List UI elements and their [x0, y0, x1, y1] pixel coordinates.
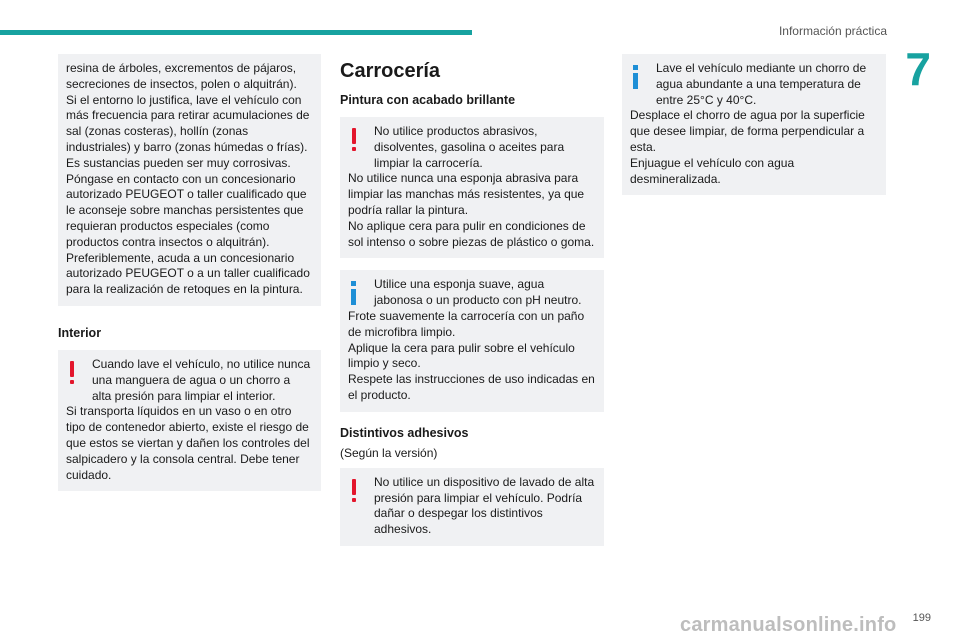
stickers-heading: Distintivos adhesivos [340, 425, 469, 440]
paragraph: Aplique la cera para pulir sobre el vehículo limpio y seco. [348, 340, 575, 371]
paragraph: Respete las instrucciones de uso indicadas en el producto. [348, 372, 595, 402]
header-accent-bar [0, 30, 472, 35]
chapter-number: 7 [905, 43, 931, 95]
warning-icon [68, 361, 76, 385]
warning-lead: No utilice un dispositivo de lavado de alta presión para limpiar el vehículo. Podría dañar o despegar los distintivos adhesivos. [374, 474, 595, 537]
page-title: Carrocería [340, 60, 441, 82]
paragraph: No aplique cera para pulir en condiciones de sol intenso o sobre piezas de plástico o goma. [348, 218, 595, 249]
paragraph: Si el entorno lo justifica, lave el vehículo con más frecuencia para retirar acumulaciones de sal (zonas costeras), hollín (zonas industriales) y barro (zonas húmedas o frías). Es sustancias pueden ser muy corrosivas. [66, 92, 310, 170]
paragraph: Si transporta líquidos en un vaso o en otro tipo de contenedor abierto, existe el riesgo de que estos se viertan y dañen los controles del salpicadero y la consola central. Debe tener cuidado. [66, 404, 310, 482]
paragraph: Frote suavemente la carrocería con un paño de microfibra limpio. [348, 308, 585, 339]
page-number: 199 [912, 612, 931, 624]
paint-subheading: Pintura con acabado brillante [340, 93, 516, 107]
info-lead: Utilice una esponja suave, agua jabonosa o un producto con pH neutro. [374, 277, 582, 308]
section-title: Información práctica [778, 24, 887, 38]
info-box [340, 270, 604, 411]
paragraph: No utilice nunca una esponja abrasiva para limpiar las manchas más resistentes, ya que podría rallar la pintura. [348, 171, 585, 217]
interior-heading: Interior [58, 325, 102, 340]
paragraph: Preferiblemente, acuda a un concesionario autorizado PEUGEOT o a un taller cualificado para la realización de retoques en la pintura. [66, 250, 310, 297]
paragraph: resina de árboles, excrementos de pájaros, secreciones de insectos, polen o alquitrán). [66, 61, 297, 91]
info-box [622, 54, 886, 195]
info-icon [632, 65, 640, 89]
watermark: carmanualsonline.info [680, 614, 897, 636]
column-middle [340, 54, 604, 546]
note-box-continued [58, 54, 321, 306]
warning-box [340, 468, 604, 546]
info-lead: Lave el vehículo mediante un chorro de agua abundante a una temperatura de entre 25°C y 40°C. [656, 61, 867, 107]
paragraph: Enjuague el vehículo con agua desmineralizada. [630, 155, 795, 186]
warning-box [340, 117, 604, 258]
version-note: (Según la versión) [340, 445, 438, 460]
column-left [58, 54, 321, 491]
paragraph: Póngase en contacto con un concesionario autorizado PEUGEOT o taller cualificado que le aconseje sobre manchas persistentes que requieran productos especiales (como productos contra insectos o alquitrán). [66, 171, 307, 249]
warning-icon [350, 479, 358, 503]
warning-lead: Cuando lave el vehículo, no utilice nunca una manguera de agua o un chorro a alta presión para limpiar el interior. [92, 356, 311, 403]
info-icon [350, 281, 358, 305]
paragraph: Desplace el chorro de agua por la superficie que desee limpiar, de forma perpendicular a esta. [630, 108, 865, 154]
warning-box [58, 350, 321, 491]
warning-lead: No utilice productos abrasivos, disolventes, gasolina o aceites para limpiar la carrocería. [374, 124, 565, 170]
warning-icon [350, 128, 358, 152]
column-right [622, 54, 886, 195]
